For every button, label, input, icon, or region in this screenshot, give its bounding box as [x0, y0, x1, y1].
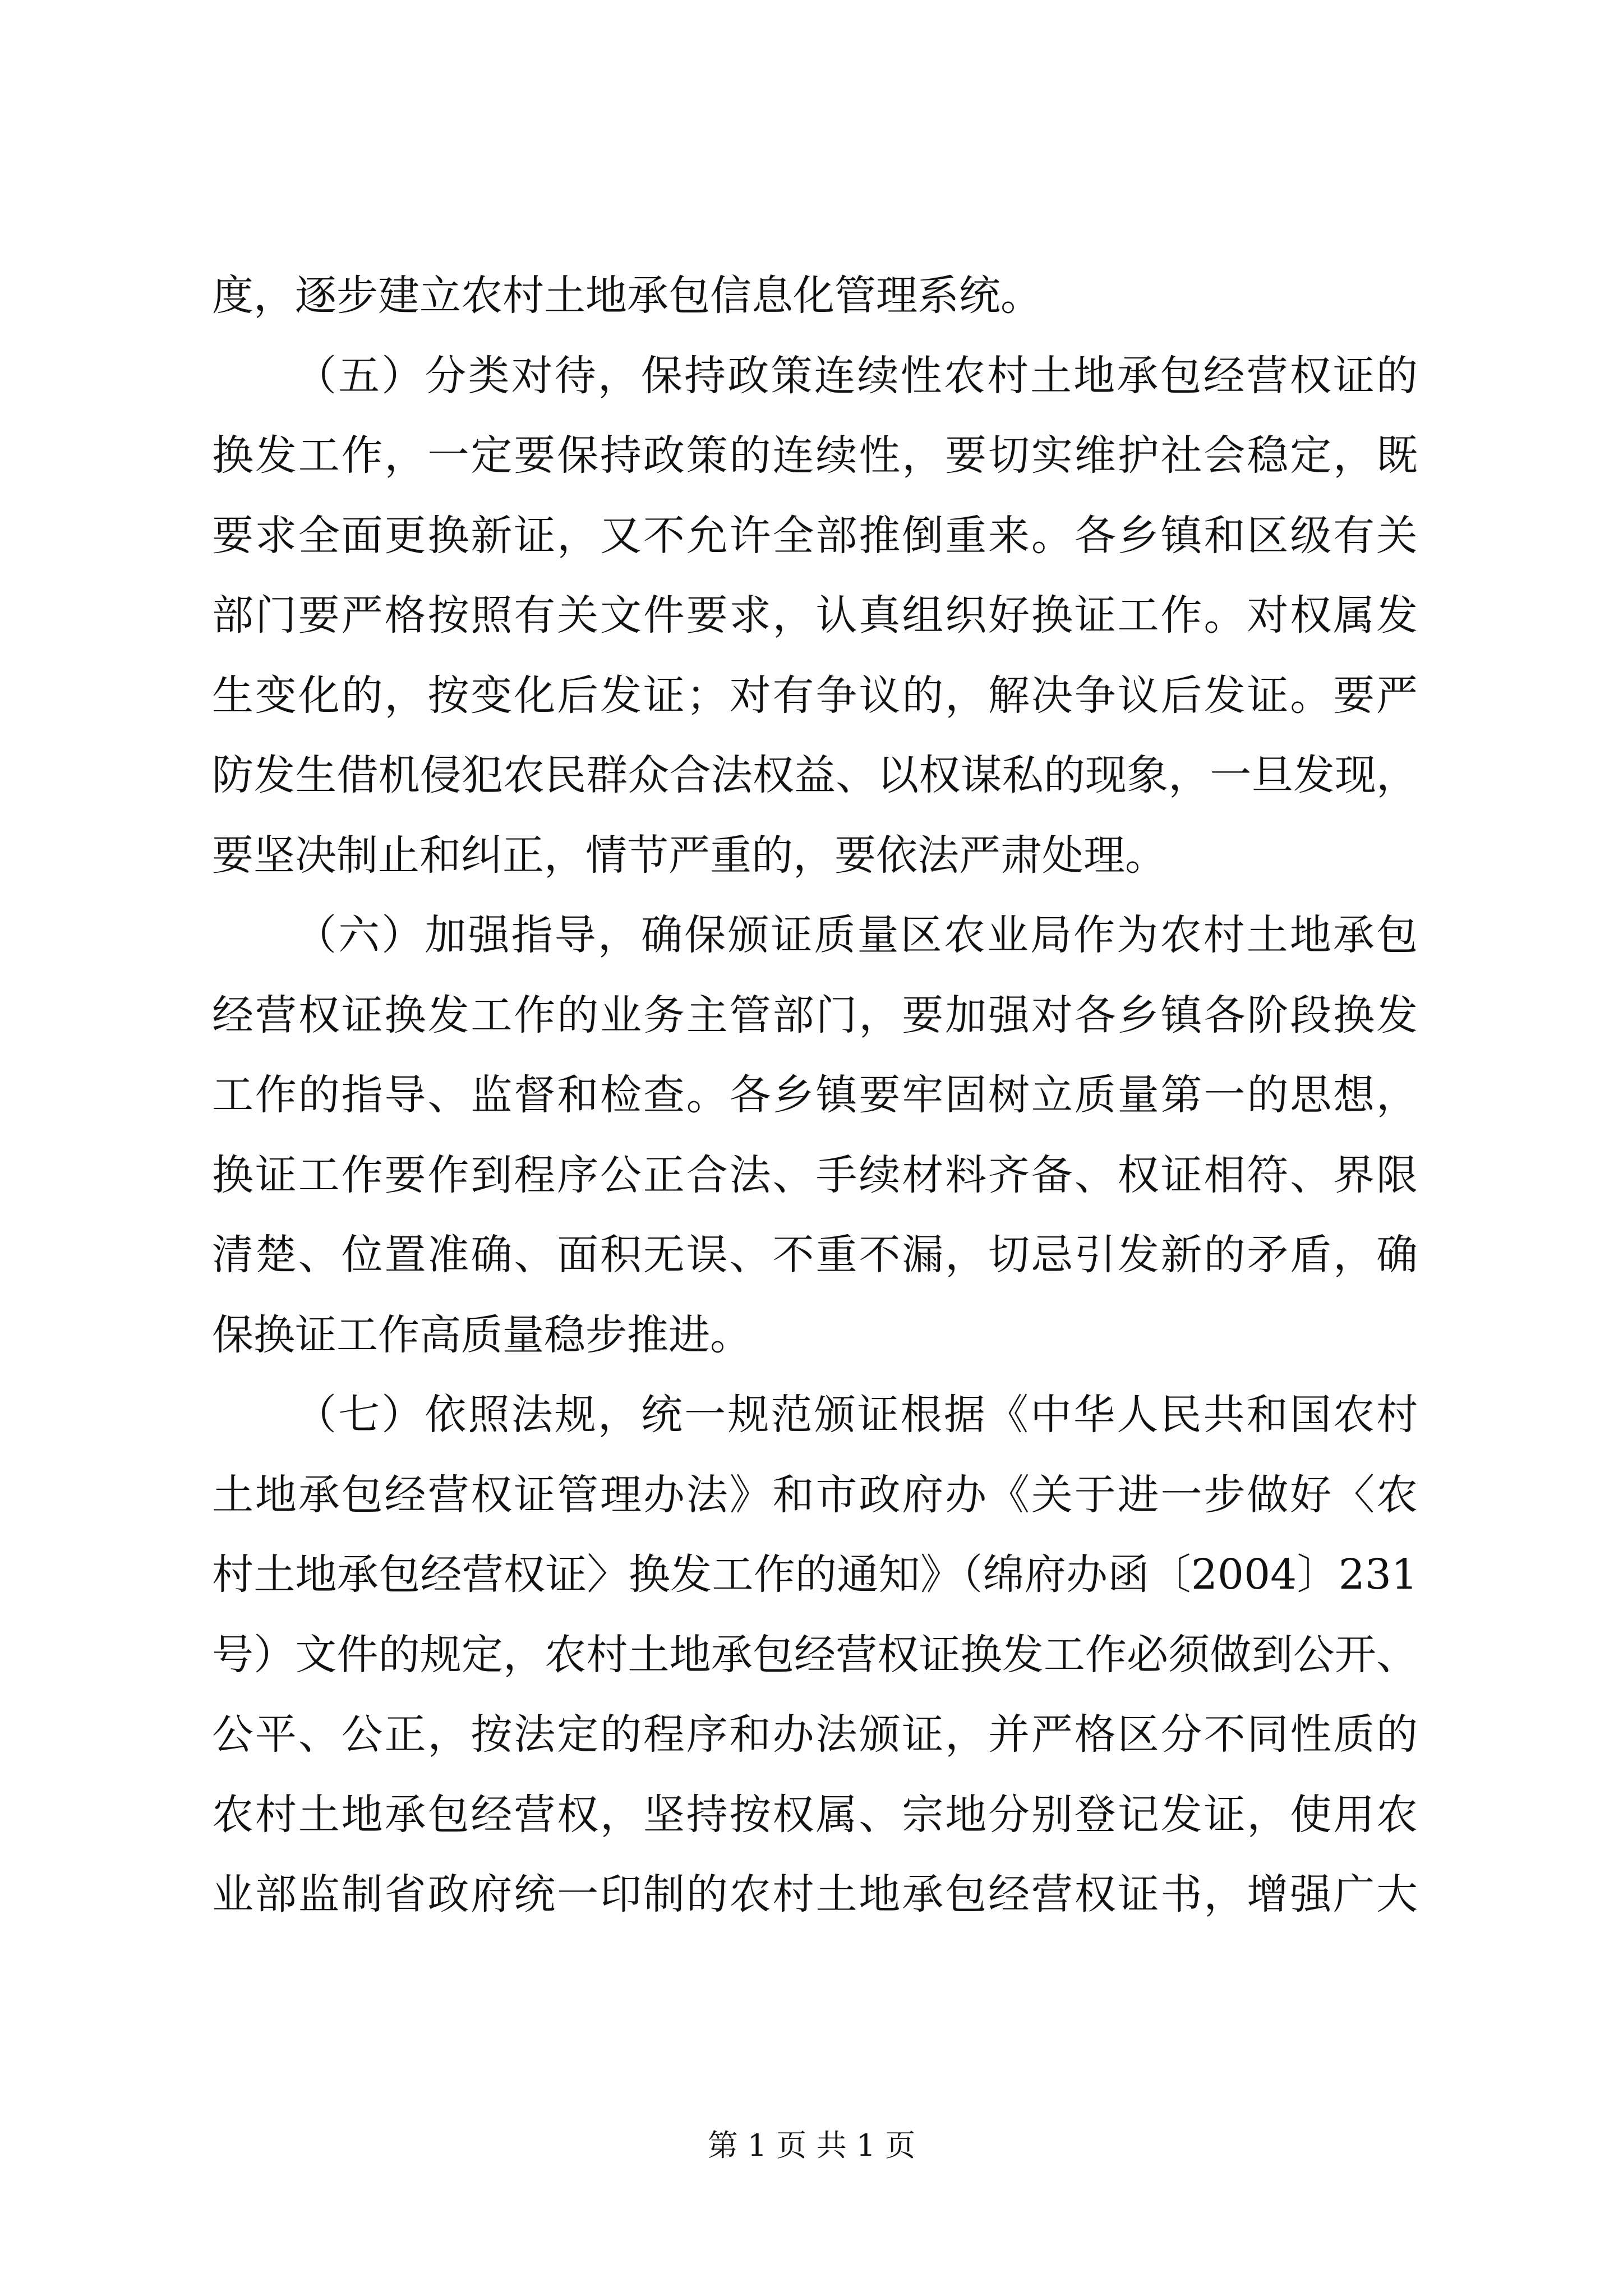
- text-line: 工作的指导、监督和检查。各乡镇要牢固树立质量第一的思想，: [212, 1071, 1418, 1119]
- text-line: 农村土地承包经营权，坚持按权属、宗地分别登记发证，使用农: [212, 1790, 1418, 1839]
- document-body: [212, 256, 1418, 1935]
- text-line: 生变化的，按变化后发证；对有争议的，解决争议后发证。要严: [212, 671, 1418, 720]
- text-line: 防发生借机侵犯农民群众合法权益、以权谋私的现象，一旦发现，: [212, 751, 1418, 799]
- text-line: 度，逐步建立农村土地承包信息化管理系统。: [212, 272, 1042, 320]
- text-line: 业部监制省政府统一印制的农村土地承包经营权证书，增强广大: [212, 1870, 1418, 1918]
- text-line: 保换证工作高质量稳步推进。: [212, 1310, 751, 1359]
- text-line: （五）分类对待，保持政策连续性农村土地承包经营权证的: [295, 351, 1418, 400]
- page-footer: [0, 2126, 1623, 2165]
- text-line: 公平、公正，按法定的程序和办法颁证，并严格区分不同性质的: [212, 1710, 1418, 1759]
- text-line: 村土地承包经营权证〉换发工作的通知》（绵府办函〔2004〕231: [212, 1550, 1418, 1599]
- text-line: 换发工作，一定要保持政策的连续性，要切实维护社会稳定，既: [212, 431, 1418, 480]
- text-line: 部门要严格按照有关文件要求，认真组织好换证工作。对权属发: [212, 591, 1418, 639]
- text-line: 要求全面更换新证，又不允许全部推倒重来。各乡镇和区级有关: [212, 511, 1418, 560]
- text-line: 清楚、位置准确、面积无误、不重不漏，切忌引发新的矛盾，确: [212, 1231, 1418, 1279]
- text-line: 要坚决制止和纠正，情节严重的，要依法严肃处理。: [212, 831, 1166, 880]
- text-line: 土地承包经营权证管理办法》和市政府办《关于进一步做好〈农: [212, 1470, 1418, 1519]
- text-line: 号）文件的规定，农村土地承包经营权证换发工作必须做到公开、: [212, 1630, 1418, 1679]
- text-line: （六）加强指导，确保颁证质量区农业局作为农村土地承包: [295, 911, 1418, 959]
- text-line: （七）依照法规，统一规范颁证根据《中华人民共和国农村: [295, 1391, 1418, 1439]
- page-number-label: 第 1 页 共 1 页: [707, 2128, 916, 2163]
- text-line: 经营权证换发工作的业务主管部门，要加强对各乡镇各阶段换发: [212, 991, 1418, 1039]
- text-line: 换证工作要作到程序公正合法、手续材料齐备、权证相符、界限: [212, 1151, 1418, 1199]
